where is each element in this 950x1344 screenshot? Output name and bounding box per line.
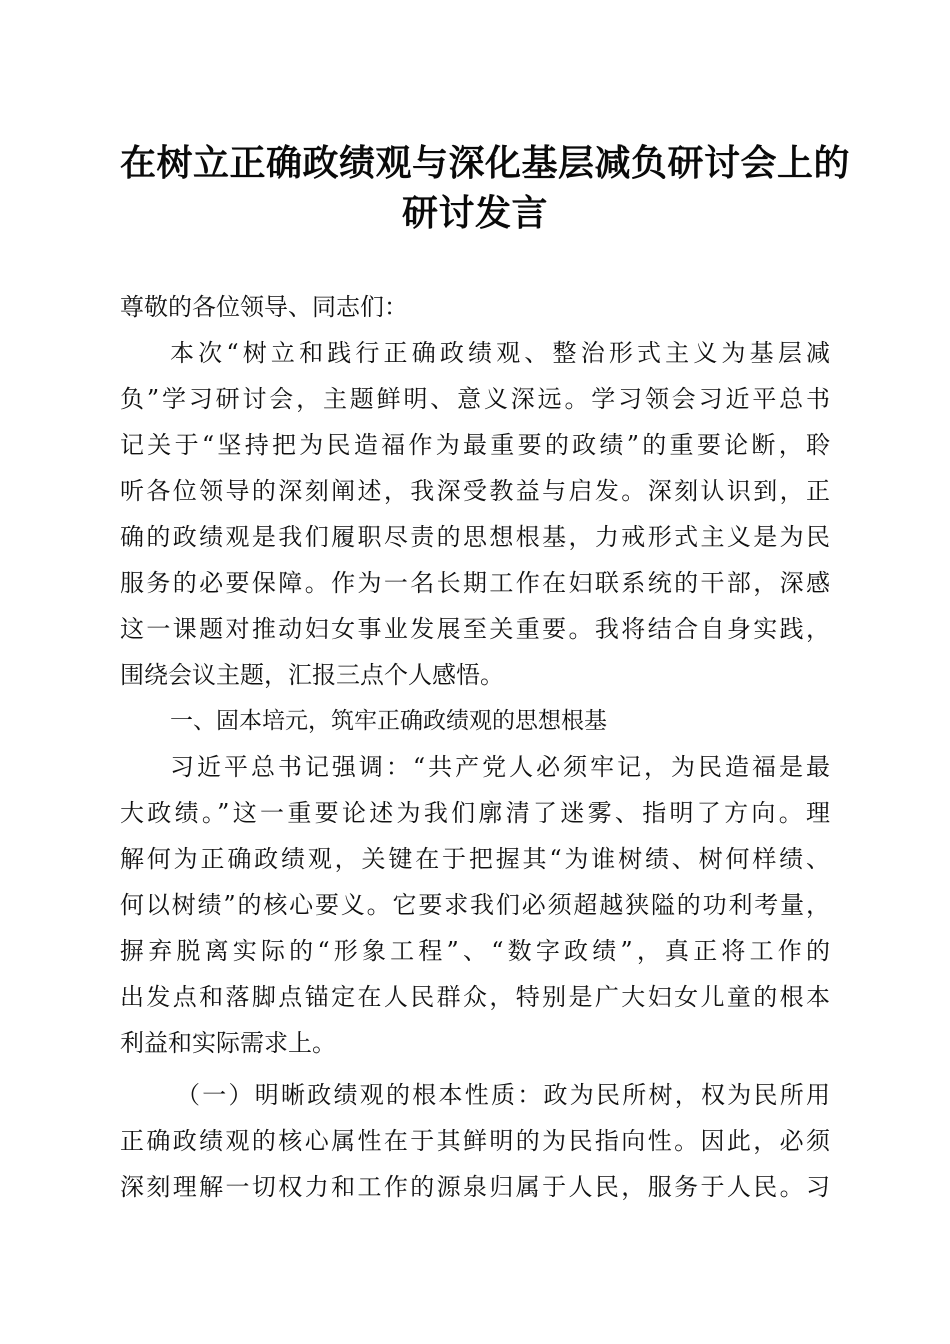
paragraph-line: 确的政绩观是我们履职尽责的思想根基，力戒形式主义是为民 — [120, 523, 830, 551]
subsection-heading: （一）明晰政绩观的根本性质：政为民所树，权为民所用 — [176, 1081, 830, 1109]
paragraph-line: 本次“树立和践行正确政绩观、整治形式主义为基层减 — [170, 339, 830, 367]
paragraph-line: 大政绩。”这一重要论述为我们廓清了迷雾、指明了方向。理 — [120, 799, 830, 827]
paragraph-line: 正确政绩观的核心属性在于其鲜明的为民指向性。因此，必须 — [120, 1127, 830, 1155]
paragraph-line: 何以树绩”的核心要义。它要求我们必须超越狭隘的功利考量， — [120, 891, 830, 919]
salutation: 尊敬的各位领导、同志们： — [120, 293, 408, 321]
paragraph-line: 深刻理解一切权力和工作的源泉归属于人民，服务于人民。习 — [120, 1173, 830, 1201]
paragraph-line: 服务的必要保障。作为一名长期工作在妇联系统的干部，深感 — [120, 569, 830, 597]
document-body — [120, 284, 830, 1210]
section-1-paragraph — [120, 744, 830, 1066]
paragraph-line: 解何为正确政绩观，关键在于把握其“为谁树绩、树何样绩、 — [120, 845, 830, 873]
intro-paragraph — [120, 330, 830, 698]
paragraph-line: 记关于“坚持把为民造福作为最重要的政绩”的重要论断，聆 — [120, 431, 830, 459]
paragraph-line: 出发点和落脚点锚定在人民群众，特别是广大妇女儿童的根本 — [120, 983, 830, 1011]
paragraph-line: 利益和实际需求上。 — [120, 1029, 336, 1057]
section-heading: 一、固本培元，筑牢正确政绩观的思想根基 — [170, 708, 607, 734]
paragraph-line: 围绕会议主题，汇报三点个人感悟。 — [120, 661, 504, 689]
title-line-2: 研讨发言 — [401, 192, 548, 234]
document-title — [120, 138, 851, 238]
subsection-1-paragraph — [120, 1118, 830, 1210]
title-line-1: 在树立正确政绩观与深化基层减负研讨会上的 — [120, 142, 851, 184]
paragraph-line: 摒弃脱离实际的“形象工程”、“数字政绩”，真正将工作的 — [120, 937, 830, 965]
paragraph-line: 这一课题对推动妇女事业发展至关重要。我将结合自身实践， — [120, 615, 830, 643]
paragraph-line: 负”学习研讨会，主题鲜明、意义深远。学习领会习近平总书 — [120, 385, 830, 413]
paragraph-line: 习近平总书记强调：“共产党人必须牢记，为民造福是最 — [170, 753, 830, 781]
paragraph-line: 听各位领导的深刻阐述，我深受教益与启发。深刻认识到，正 — [120, 477, 830, 505]
